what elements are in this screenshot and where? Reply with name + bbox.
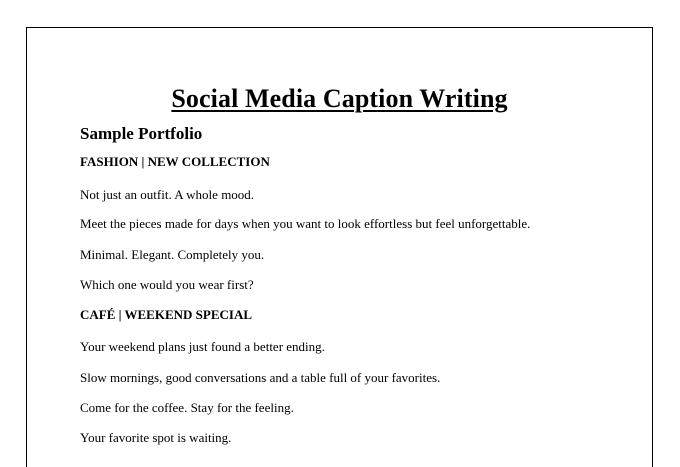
caption-line: Your favorite spot is waiting. [80,430,232,445]
caption-line: Your weekend plans just found a better ending. [80,339,325,354]
document-title: Social Media Caption Writing [171,84,508,113]
caption-line: Not just an outfit. A whole mood. [80,187,255,202]
caption-line: Which one would you wear first? [80,277,254,292]
caption-line: Meet the pieces made for days when you want to look effortless but feel unforgettable. [80,216,531,231]
caption-line: Minimal. Elegant. Completely you. [80,247,265,262]
caption-line: Slow mornings, good conversations and a table full of your favorites. [80,370,441,385]
document-page [26,27,653,467]
section-heading-cafe: CAFÉ | WEEKEND SPECIAL [80,307,253,322]
section-heading-fashion: FASHION | NEW COLLECTION [80,154,270,169]
document-subtitle: Sample Portfolio [80,124,203,143]
caption-line: Come for the coffee. Stay for the feeling. [80,400,294,415]
